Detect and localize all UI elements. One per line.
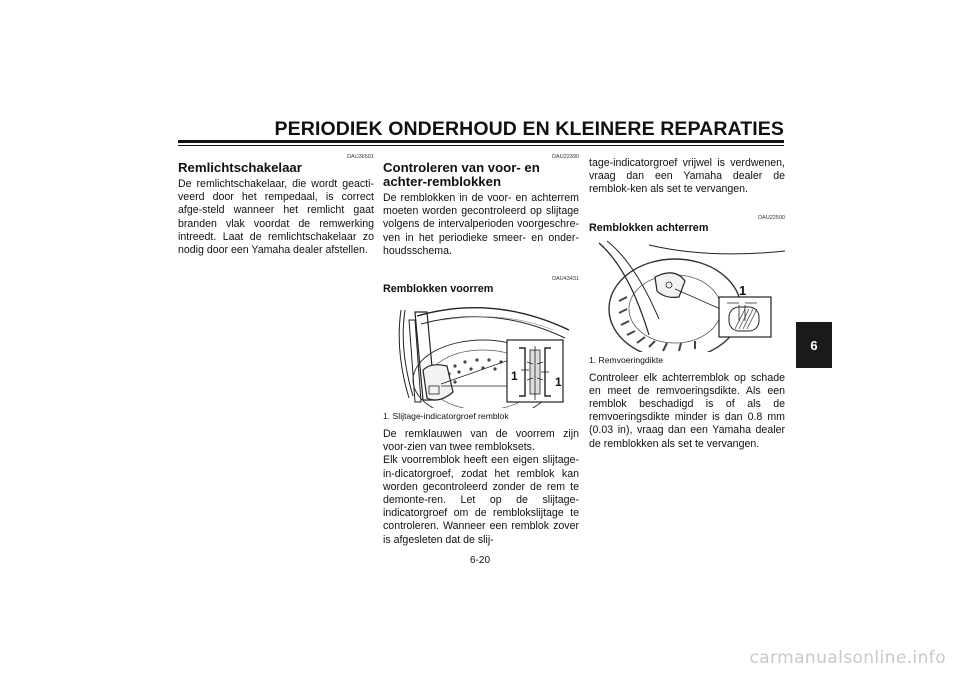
front-brake-text-2: Elk voorremblok heeft een eigen slijtage-in-dicatorgroef, zodat het remblok kan worden gecontroleerd zonder de rem te demonte-ren. Let op de slijtage-indicatorgroef om de remblokslijtage te controleren. Wanneer een remblok zover is afgesleten dat de slij- [383,454,579,546]
page-header-title: PERIODIEK ONDERHOUD EN KLEINERE REPARATIES [274,118,784,140]
callout-number-left: 1 [511,369,518,384]
callout-number-right: 1 [555,375,562,390]
brake-pads-intro-text: De remblokken in de voor- en achterrem moeten worden gecontroleerd op slijtage volgens de intervalperioden voorgeschre-ven in het periodieke smeer- en onder-houdsschema. [383,192,579,257]
section-code: DAU36501 [347,154,374,160]
rear-brake-illustration [589,239,785,352]
rear-brake-drawing [589,239,785,352]
front-brake-drawing [383,300,579,408]
callout-number: 1 [739,282,747,298]
page-number: 6-20 [469,555,490,566]
front-figure-caption: 1. Slijtage-indicatorgroef remblok [383,411,509,422]
section-heading-brake-light-switch: Remlichtschakelaar [178,160,302,175]
section-code: DAU43431 [552,276,579,283]
section-code: DAU22500 [758,214,785,221]
rear-brake-text: Controleer elk achterremblok op schade en meet de remvoeringsdikte. Als een remblok beschadigd is of als de remvoeringsdikte minder is dan 0.8 mm (0.03 in), vraag dan een Yamaha dealer de remblokken als set te vervangen. [589,371,785,450]
brake-light-switch-text: De remlichtschakelaar, die wordt geacti-veerd door het rempedaal, is correct afge-steld wanneer het remlicht gaat branden vlak voordat de remwerking intreedt. Laat de remlichtschakelaar zo nodig door een Yamaha dealer afstellen. [178,178,374,257]
watermark: carmanualsonline.info [749,648,946,668]
section-heading-brake-pads: Controleren van voor- en achter-remblokken [383,160,540,189]
subheading-front-brake-pads: Remblokken voorrem [383,283,494,296]
chapter-tab: 6 [796,322,832,368]
header-rule-thick [178,140,784,143]
column-3 [589,150,785,451]
subheading-rear-brake-pads: Remblokken achterrem [589,221,709,234]
section-code: DAU22390 [552,154,579,160]
front-brake-text-1: De remklauwen van de voorrem zijn voor-zien van twee rembloksets. [383,428,579,454]
front-brake-text-continued: tage-indicatorgroef vrijwel is verdwenen, vraag dan een Yamaha dealer de remblok-ken als set te vervangen. [589,157,785,196]
column-2 [383,150,579,547]
header-rule-thin [178,145,784,146]
rear-figure-caption: 1. Remvoeringdikte [589,354,664,365]
column-1 [178,150,374,257]
front-brake-illustration [383,300,579,408]
